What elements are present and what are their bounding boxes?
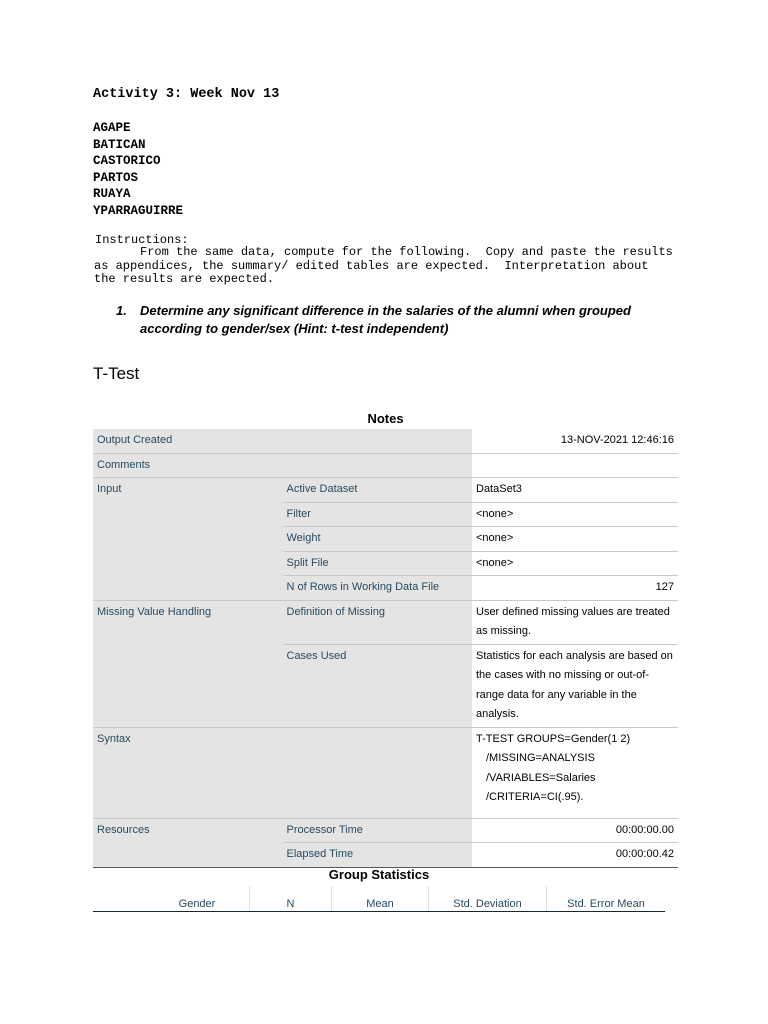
syntax-line: /CRITERIA=CI(.95). bbox=[486, 791, 584, 803]
section-title: T-Test bbox=[93, 364, 140, 383]
cell-value: User defined missing values are treated as missing. bbox=[472, 600, 678, 644]
column-header: Mean bbox=[331, 886, 428, 911]
cell-value: Statistics for each analysis are based on the cases with no missing or out-of-range data for any variable in the analysis. bbox=[472, 644, 678, 727]
member-name: AGAPE bbox=[93, 121, 131, 135]
cell-value: <none> bbox=[472, 502, 678, 527]
cell-value: <none> bbox=[472, 551, 678, 576]
instructions-line: as appendices, the summary/ edited tables are expected. Interpretation about bbox=[94, 258, 649, 273]
table-row bbox=[93, 478, 678, 503]
question-item bbox=[116, 302, 676, 338]
member-name: CASTORICO bbox=[93, 154, 161, 169]
notes-table bbox=[93, 429, 678, 868]
row-label: Comments bbox=[93, 453, 472, 478]
column-header: Std. Error Mean bbox=[546, 886, 665, 911]
sub-label: Definition of Missing bbox=[283, 600, 473, 644]
row-label: Output Created bbox=[93, 429, 472, 453]
cell-value: 00:00:00.00 bbox=[472, 818, 678, 843]
table-row bbox=[93, 429, 678, 453]
syntax-line: T-TEST GROUPS=Gender(1 2) bbox=[476, 732, 631, 745]
table-row bbox=[93, 727, 678, 818]
group-statistics-header bbox=[93, 886, 665, 912]
cell-value: 13-NOV-2021 12:46:16 bbox=[472, 429, 678, 453]
group-statistics-title: Group Statistics bbox=[328, 867, 430, 882]
activity-heading: Activity 3: Week Nov 13 bbox=[93, 87, 280, 102]
member-name: RUAYA bbox=[93, 187, 131, 202]
instructions-line: From the same data, compute for the following. Copy and paste the results bbox=[140, 245, 673, 259]
question-text: Determine any significant difference in the salaries of the alumni when grouped according to gender/sex (Hint: t-test independent) bbox=[140, 303, 631, 336]
cell-value: 00:00:00.42 bbox=[472, 843, 678, 868]
column-header: Gender bbox=[178, 898, 216, 910]
cell-value: DataSet3 bbox=[472, 478, 678, 503]
cell-value bbox=[472, 453, 678, 478]
sub-label: N of Rows in Working Data File bbox=[283, 576, 473, 601]
syntax-cell bbox=[472, 727, 678, 818]
syntax-line: /VARIABLES=Salaries bbox=[486, 771, 596, 784]
member-name: YPARRAGUIRRE bbox=[93, 203, 184, 218]
sub-label: Weight bbox=[283, 527, 473, 552]
sub-label: Processor Time bbox=[283, 818, 473, 843]
row-label: Missing Value Handling bbox=[93, 600, 283, 727]
notes-table-title: Notes bbox=[367, 411, 404, 426]
instructions-line: the results are expected. bbox=[94, 272, 275, 286]
member-name: BATICAN bbox=[93, 137, 146, 152]
syntax-line: /MISSING=ANALYSIS bbox=[486, 752, 595, 764]
column-header: N bbox=[249, 886, 331, 911]
question-number: 1. bbox=[116, 303, 127, 318]
cell-value: 127 bbox=[472, 576, 678, 601]
column-header: Std. Deviation bbox=[428, 886, 546, 911]
table-row bbox=[93, 600, 678, 644]
table-row bbox=[93, 453, 678, 478]
sub-label: Elapsed Time bbox=[283, 843, 473, 868]
sub-label: Filter bbox=[283, 502, 473, 527]
cell-value: <none> bbox=[472, 527, 678, 552]
instructions-label: Instructions: bbox=[95, 233, 189, 247]
member-list bbox=[93, 120, 183, 220]
member-name: PARTOS bbox=[93, 170, 139, 185]
row-label: Input bbox=[93, 478, 283, 601]
sub-label: Cases Used bbox=[283, 644, 473, 727]
instructions-text bbox=[94, 246, 676, 287]
row-label: Syntax bbox=[93, 727, 472, 818]
table-row bbox=[93, 818, 678, 843]
sub-label: Active Dataset bbox=[283, 478, 473, 503]
row-label: Resources bbox=[93, 818, 283, 867]
sub-label: Split File bbox=[283, 551, 473, 576]
